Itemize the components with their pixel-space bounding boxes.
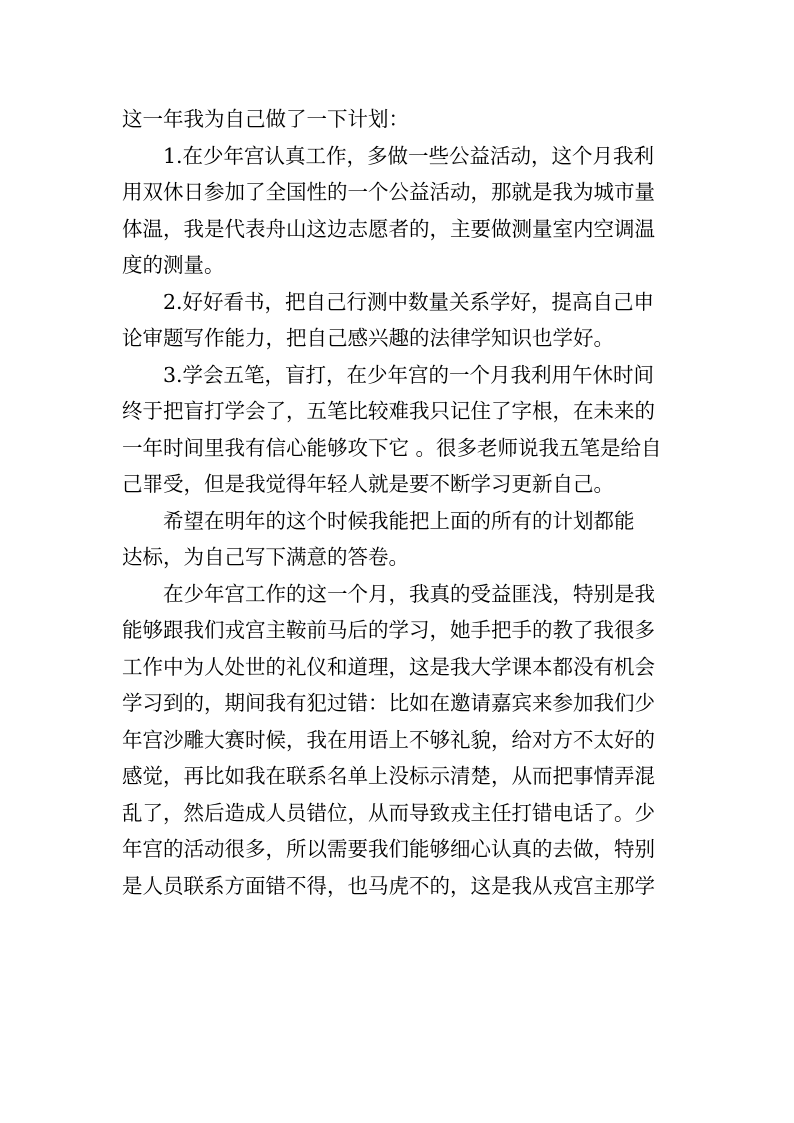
text-line: 年宫沙雕大赛时候，我在用语上不够礼貌，给对方不太好的 (122, 727, 655, 752)
text-line: 是人员联系方面错不得，也马虎不的，这是我从戎宫主那学 (122, 873, 655, 898)
hope-paragraph-line: 希望在明年的这个时候我能把上面的所有的计划都能 (163, 508, 635, 533)
text-line: 一年时间里我有信心能够攻下它 。很多老师说我五笔是给自 (122, 435, 662, 460)
text-line: 能够跟我们戎宫主鞍前马后的学习，她手把手的教了我很多 (122, 618, 655, 642)
text-line: 体温，我是代表舟山这边志愿者的，主要做测量室内空调温 (122, 216, 655, 241)
reflection-paragraph-line: 在少年宫工作的这一个月，我真的受益匪浅，特别是我 (163, 581, 655, 606)
text-line: 达标，为自己写下满意的答卷。 (122, 545, 409, 569)
text-line: 学习到的，期间我有犯过错：比如在邀请嘉宾来参加我们少 (122, 691, 655, 715)
text-line: 年宫的活动很多，所以需要我们能够细心认真的去做，特别 (122, 837, 655, 861)
text-line: 己罪受，但是我觉得年轻人就是要不断学习更新自己。 (122, 472, 614, 496)
text-line: 感觉，再比如我在联系名单上没标示清楚，从而把事情弄混 (122, 764, 655, 788)
text-line: 度的测量。 (122, 253, 225, 277)
body-text (122, 101, 672, 904)
text-line: 乱了，然后造成人员错位，从而导致戎主任打错电话了。少 (122, 800, 655, 825)
plan-item-1-line: 1.在少年宫认真工作，多做一些公益活动，这个月我利 (163, 143, 655, 168)
plan-item-3-line: 3.学会五笔，盲打，在少年宫的一个月我利用午休时间 (163, 362, 655, 387)
text-line: 论审题写作能力，把自己感兴趣的法律学知识也学好。 (122, 326, 614, 350)
plan-item-2-line: 2.好好看书，把自己行测中数量关系学好，提高自己申 (163, 289, 655, 314)
text-line: 终于把盲打学会了，五笔比较难我只记住了字根，在未来的 (122, 399, 655, 423)
text-line: 用双休日参加了全国性的一个公益活动，那就是我为城市量 (122, 180, 655, 204)
text-line: 工作中为人处世的礼仪和道理，这是我大学课本都没有机会 (122, 654, 655, 679)
text-line: 这一年我为自己做了一下计划： (122, 107, 409, 131)
